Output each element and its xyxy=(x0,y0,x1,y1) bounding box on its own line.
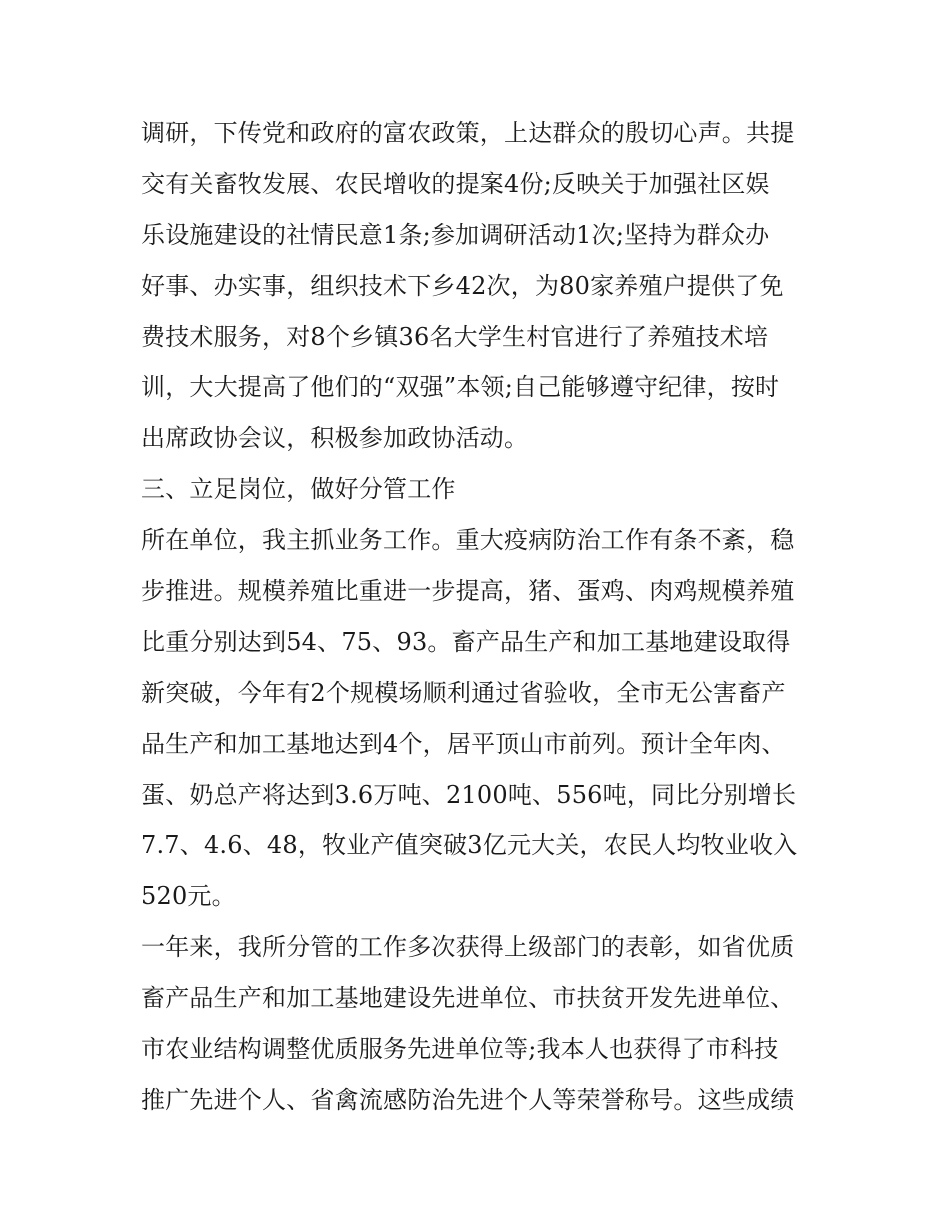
text-line: 所在单位，我主抓业务工作。重大疫病防治工作有条不紊，稳 xyxy=(141,526,795,555)
text-line: 费技术服务，对8个乡镇36名大学生村官进行了养殖技术培 xyxy=(141,322,769,351)
text-line: 好事、办实事，组织技术下乡42次，为80家养殖户提供了免 xyxy=(141,271,784,300)
text-line: 蛋、奶总产将达到3.6万吨、2100吨、556吨，同比分别增长 xyxy=(141,780,797,809)
text-line: 乐设施建设的社情民意1条;参加调研活动1次;坚持为群众办 xyxy=(141,220,770,249)
text-line: 畜产品生产和加工基地建设先进单位、市扶贫开发先进单位、 xyxy=(141,984,795,1013)
text-line: 比重分别达到54、75、93。畜产品生产和加工基地建设取得 xyxy=(141,627,791,656)
text-line: 推广先进个人、省禽流感防治先进个人等荣誉称号。这些成绩 xyxy=(141,1085,795,1114)
text-line: 一年来，我所分管的工作多次获得上级部门的表彰，如省优质 xyxy=(141,933,795,962)
text-line: 新突破，今年有2个规模场顺利通过省验收，全市无公害畜产 xyxy=(141,678,786,707)
text-line: 市农业结构调整优质服务先进单位等;我本人也获得了市科技 xyxy=(141,1035,779,1064)
text-line: 品生产和加工基地达到4个，居平顶山市前列。预计全年肉、 xyxy=(141,729,786,758)
text-line: 训，大大提高了他们的“双强”本领;自己能够遵守纪律，按时 xyxy=(141,373,780,402)
text-line: 步推进。规模养殖比重进一步提高，猪、蛋鸡、肉鸡规模养殖 xyxy=(141,577,795,606)
text-line: 交有关畜牧发展、农民增收的提案4份;反映关于加强社区娱 xyxy=(141,169,770,198)
text-line: 调研，下传党和政府的富农政策，上达群众的殷切心声。共提 xyxy=(141,119,795,147)
section-heading: 三、立足岗位，做好分管工作 xyxy=(141,475,456,504)
text-line: 出席政协会议，积极参加政协活动。 xyxy=(141,424,529,453)
text-line: 520元。 xyxy=(141,882,236,911)
document-body xyxy=(141,108,821,1126)
text-line: 7.7、4.6、48，牧业产值突破3亿元大关，农民人均牧业收入 xyxy=(141,831,798,860)
